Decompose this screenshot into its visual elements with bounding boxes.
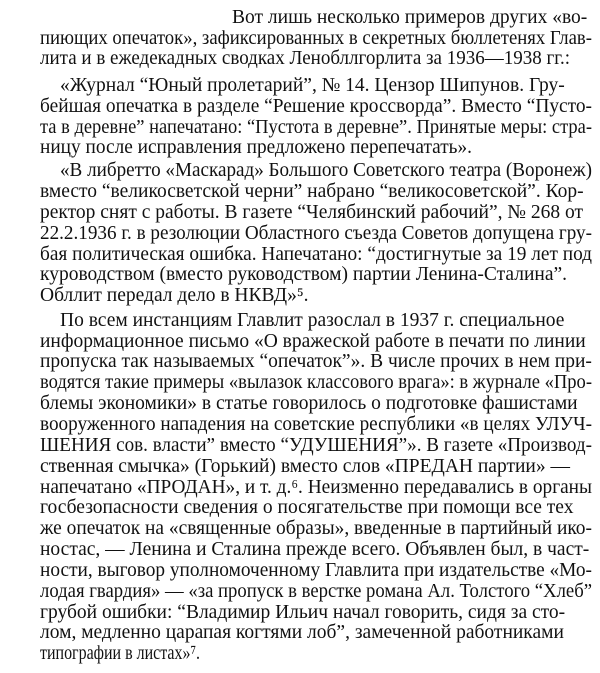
text-line-11: 22.2.1936 г. в резолюции Областного съезда Советов допущена гру- (40, 222, 592, 244)
text-line-6: та в деревне” напечатано: “Пустота в деревне”. Принятые меры: стра- (40, 116, 592, 138)
text-line-30: лом, медленно царапая когтями лоб”, замеченной работниками (40, 622, 564, 644)
text-line-28: лодая гвардия» — «за пропуск в верстке романа Ал. Толстого “Хлеб” (40, 580, 592, 602)
text-line-18: водятся такие примеры «вылазок классового врага»: в журнале «Про- (40, 372, 592, 394)
text-line-5: бейшая опечатка в разделе “Решение кроссворда”. Вместо “Пусто- (40, 95, 592, 117)
text-line-3: лита и в ежедекадных сводках Ленобллгорлита за 1936—1938 гг.: (40, 48, 570, 70)
text-line-27: ности, выговор уполномоченному Главлита при издательстве «Мо- (40, 559, 592, 581)
text-line-29: грубой ошибки: “Владимир Ильич начал говорить, сидя за сто- (40, 601, 566, 623)
text-line-26: ностас, — Ленина и Сталина прежде всего. Объявлен был, в част- (40, 539, 590, 561)
text-line-25: же опечаток на «священные образы», введенные в партийный ико- (40, 518, 592, 540)
text-line-31: типографии в листах»⁷. (40, 643, 200, 665)
text-line-4: «Журнал “Юный пролетарий”, № 14. Цензор Шипунов. Гру- (60, 74, 565, 96)
text-line-2: пиющих опечаток», зафиксированных в секретных бюллетенях Глав- (40, 27, 592, 49)
text-line-15: По всем инстанциям Главлит разослал в 1937 г. специальное (60, 309, 565, 331)
text-line-17: пропуска так называемых “опечаток”». В числе прочих в нем при- (40, 351, 592, 373)
text-line-24: госбезопасности сведения о посягательстве при помощи все тех (40, 497, 574, 519)
text-line-19: блемы экономики» в статье говорилось о подготовке фашистами (40, 393, 578, 415)
text-line-12: бая политическая ошибка. Напечатано: “достигнутые за 19 лет под (40, 243, 592, 265)
text-line-7: ницу после исправления предложено перепечатать». (40, 137, 472, 159)
text-line-21: ШЕНИЯ сов. власти” вместо “УДУШЕНИЯ”». В газете «Производ- (40, 434, 592, 456)
text-line-8: «В либретто «Маскарад» Большого Советского театра (Воронеж) (60, 160, 592, 182)
text-line-16: информационное письмо «О вражеской работе в печати по линии (40, 330, 586, 352)
text-line-23: напечатано «ПРОДАН», и т. д.⁶. Неизменно передавались в органы (40, 476, 592, 498)
text-line-13: куроводством (вместо руководством) партии Ленина-Сталина”. (40, 264, 568, 286)
text-line-14: Обллит передал дело в НКВД»⁵. (40, 285, 309, 307)
text-line-20: вооруженного нападения на советские республики «в целях УЛУЧ- (40, 414, 592, 436)
text-line-22: ственная смычка» (Горький) вместо слов «ПРЕДАН партии» — (40, 455, 570, 477)
text-line-9: вместо “великосветской черни” набрано “великосоветской”. Кор- (40, 180, 584, 202)
text-line-10: ректор снят с работы. В газете “Челябинский рабочий”, № 268 от (40, 201, 584, 223)
text-line-1: Вот лишь несколько примеров других «во- (232, 6, 588, 28)
